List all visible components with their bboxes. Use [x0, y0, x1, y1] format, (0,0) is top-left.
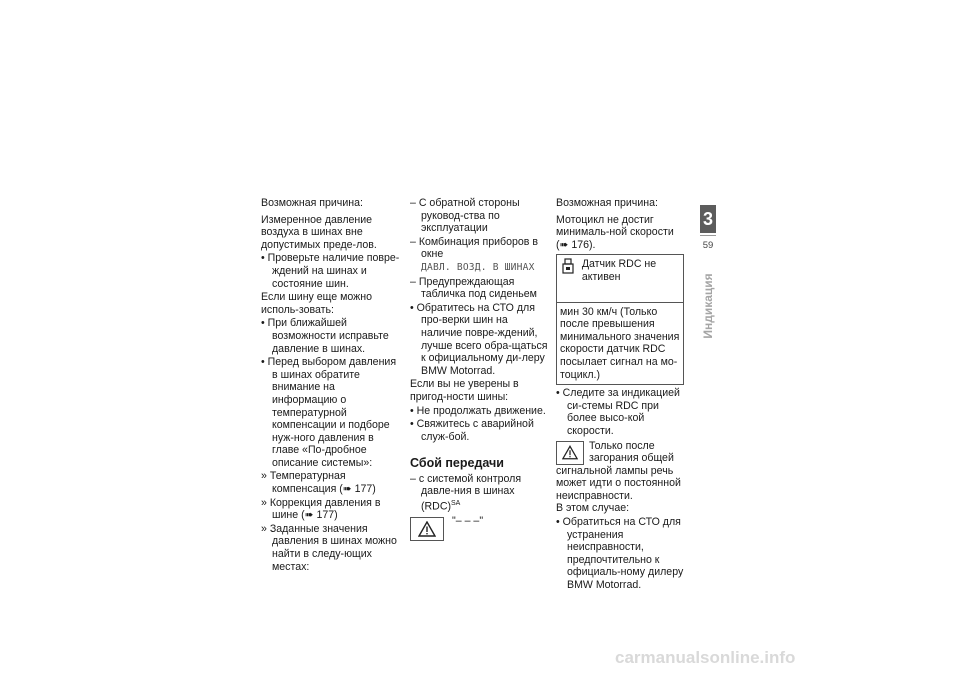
text-paragraph[interactable]: Мотоцикл не достиг минималь-ной скорости (➠ 176).: [556, 213, 674, 251]
dash-item: – Предупреждающая табличка под сиденьем: [410, 275, 537, 301]
watermark: carmanualsonline.info: [615, 648, 796, 667]
section-title: Сбой передачи: [410, 456, 504, 471]
bullet-item: • Перед выбором давления в шинах обратите внимание на информацию о температурной компенсации и подборе нуж-ного давления в главе «По-дробное описание системы»:: [261, 356, 397, 469]
dash-item-text: – Комбинация приборов в окне: [410, 235, 538, 261]
dash-item-text: – с системой контроля давле-ния в шинах (RDC): [410, 472, 522, 513]
rdc-box-body: мин 30 км/ч (Только после превышения минимального значения скорости датчик RDC посылает сигнал на мо-тоцикл.): [560, 305, 680, 381]
chapter-vertical-title: Индикация: [701, 273, 715, 339]
dash-item: [410, 473, 548, 513]
column-2: [410, 197, 548, 541]
bullet-item: • Не продолжать движение.: [410, 404, 546, 417]
display-text: ДАВЛ. ВОЗД. В ШИНАХ: [421, 261, 535, 273]
cause-label: Возможная причина:: [556, 197, 658, 209]
warning-triangle-icon: [556, 441, 584, 465]
text-paragraph: Если вы не уверены в пригод-ности шины:: [410, 378, 519, 403]
dashes-display: "– – –": [452, 515, 484, 528]
chapter-tab: 3: [700, 205, 716, 233]
tab-divider: [700, 235, 716, 236]
warning-note-text: Только после загорания общей сигнальной лампы речь может идти о постоянной неисправности.: [556, 439, 681, 502]
text-paragraph: В этом случае:: [556, 502, 630, 515]
warning-note: [556, 440, 688, 503]
bullet-item: • Проверьте наличие повре-ждений на шинах и состояние шин.: [261, 252, 400, 290]
column-1: [261, 197, 401, 574]
bullet-item: • При ближайшей возможности исправьте давление в шинах.: [261, 317, 389, 355]
bullet-item: • Обратитесь на СТО для про-верки шин на наличие повре-ждений, лучше всего обра-щаться к официальному ди-леру BMW Motorrad.: [410, 301, 548, 377]
link-item-pressure-values[interactable]: » Заданные значения давления в шинах можно найти в следу-ющих местах:: [261, 522, 397, 573]
text-paragraph: Измеренное давление воздуха в шинах вне допустимых преде-лов.: [261, 213, 377, 251]
warning-display-row: [410, 517, 548, 541]
bullet-item: • Следите за индикацией си-стемы RDC при более высо-кой скорости.: [556, 387, 680, 437]
rdc-box-header: [557, 255, 683, 302]
rdc-info-box: [556, 254, 684, 385]
rdc-box-title: Датчик RDC не активен: [581, 258, 657, 283]
link-item-temperature-compensation[interactable]: » Температурная компенсация (➠ 177): [261, 470, 376, 496]
sa-superscript: SA: [451, 500, 461, 508]
bullet-item: • Обратиться на СТО для устранения неисправности, предпочтительно к официаль-ному дилеру BMW Motorrad.: [556, 516, 684, 592]
text-paragraph: Если шину еще можно исполь-зовать:: [261, 291, 373, 316]
bullet-item: • Свяжитесь с аварийной служ-бой.: [410, 418, 534, 443]
column-3: [556, 197, 688, 593]
warning-triangle-icon: [410, 517, 444, 541]
dash-item: – С обратной стороны руковод-ства по эксплуатации: [410, 197, 520, 235]
cause-label: Возможная причина:: [261, 197, 363, 209]
link-item-pressure-correction[interactable]: » Коррекция давления в шине (➠ 177): [261, 496, 381, 522]
dash-item: [410, 236, 548, 275]
page-number: 59: [702, 240, 714, 251]
tire-pressure-icon: [559, 258, 578, 280]
